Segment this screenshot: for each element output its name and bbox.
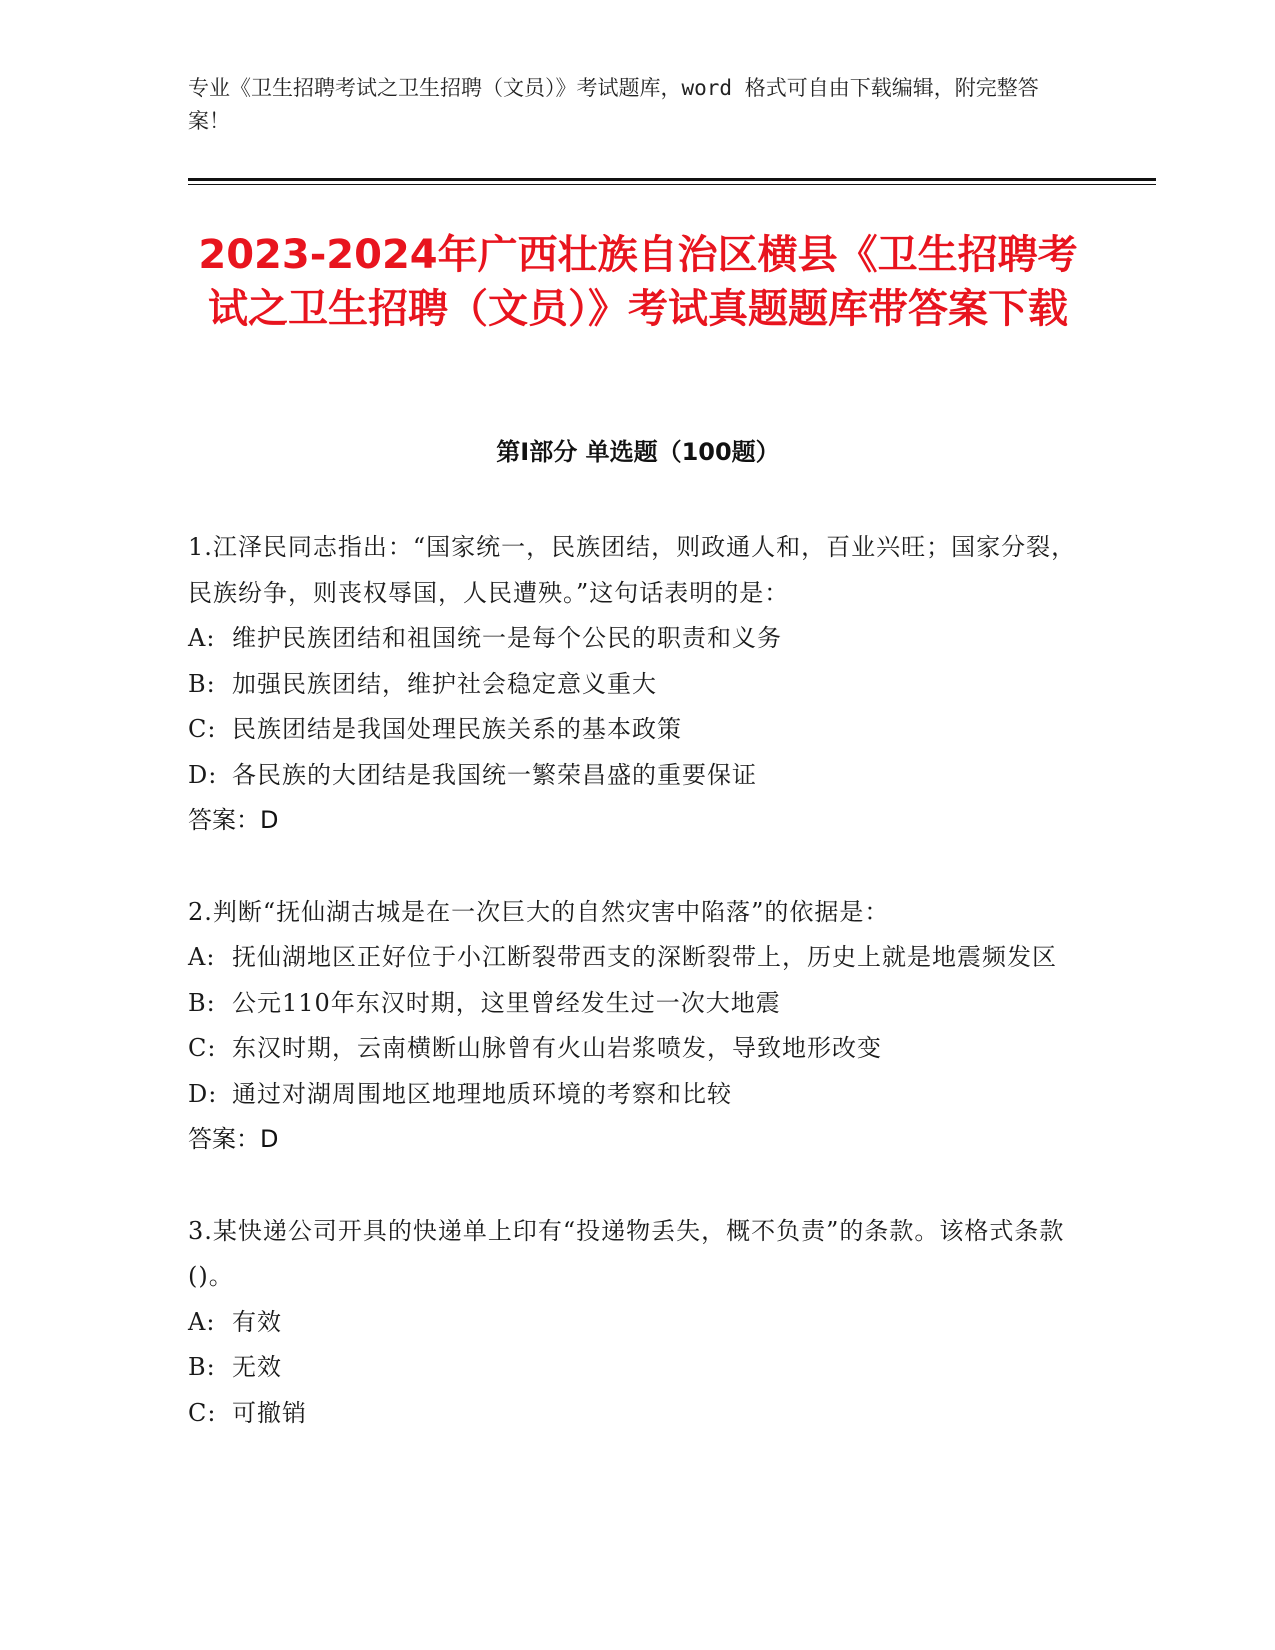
option-key: A: [188,624,216,652]
option-d [188,1072,1078,1118]
option-text: 无效 [232,1353,282,1381]
option-text: 维护民族团结和祖国统一是每个公民的职责和义务 [232,624,782,652]
option-b [188,1345,1078,1391]
option-c [188,1026,1078,1072]
option-key: C: [188,1034,217,1062]
option-text: 公元110年东汉时期，这里曾经发生过一次大地震 [232,988,781,1017]
option-text: 加强民族团结，维护社会稳定意义重大 [232,669,657,698]
option-key: A: [188,1307,216,1336]
option-key: C: [188,1398,217,1427]
question-2 [188,890,1078,1163]
option-b [188,662,1078,708]
option-b [188,981,1078,1027]
option-text: 可撤销 [232,1398,307,1427]
question-list [188,525,1078,1482]
section-title: 第Ⅰ部分 单选题（100题） [496,438,780,466]
option-text: 各民族的大团结是我国统一繁荣昌盛的重要保证 [232,760,757,789]
option-d [188,753,1078,799]
option-key: C: [188,715,217,743]
header-rule-thick [188,178,1156,181]
document-title: 2023-2024年广西壮族自治区横县《卫生招聘考试之卫生招聘（文员）》考试真题题库带答案下载 [198,232,1078,332]
option-text: 东汉时期，云南横断山脉曾有火山岩浆喷发，导致地形改变 [232,1034,882,1062]
option-a [188,935,1078,981]
option-text: 抚仙湖地区正好位于小江断裂带西支的深断裂带上，历史上就是地震频发区 [232,943,1057,971]
question-text: 2.判断“抚仙湖古城是在一次巨大的自然灾害中陷落”的依据是： [188,897,890,926]
option-text: 通过对湖周围地区地理地质环境的考察和比较 [232,1079,732,1108]
option-key: D: [188,1079,218,1108]
option-c [188,1391,1078,1437]
option-key: D: [188,760,218,789]
option-text: 有效 [232,1307,282,1336]
question-text: 1.江泽民同志指出：“国家统一，民族团结，则政通人和，百业兴旺；国家分裂，民族纷争，则丧权辱国，人民遭殃。”这句话表明的是： [188,533,1077,607]
header-rule-thin [188,184,1156,185]
option-c [188,707,1078,753]
option-key: B: [188,669,216,698]
answer-text: 答案：D [188,806,279,834]
question-text: 3.某快递公司开具的快递单上印有“投递物丢失，概不负责”的条款。该格式条款()。 [188,1216,1065,1290]
answer-text: 答案：D [188,1125,279,1153]
option-a [188,1300,1078,1346]
header-note: 专业《卫生招聘考试之卫生招聘（文员）》考试题库，word 格式可自由下载编辑，附完整答案！ [188,76,1039,133]
option-a [188,616,1078,662]
question-3 [188,1209,1078,1437]
option-text: 民族团结是我国处理民族关系的基本政策 [232,715,682,743]
option-key: B: [188,1353,216,1381]
option-key: B: [188,988,216,1017]
question-1 [188,525,1078,844]
option-key: A: [188,943,216,971]
